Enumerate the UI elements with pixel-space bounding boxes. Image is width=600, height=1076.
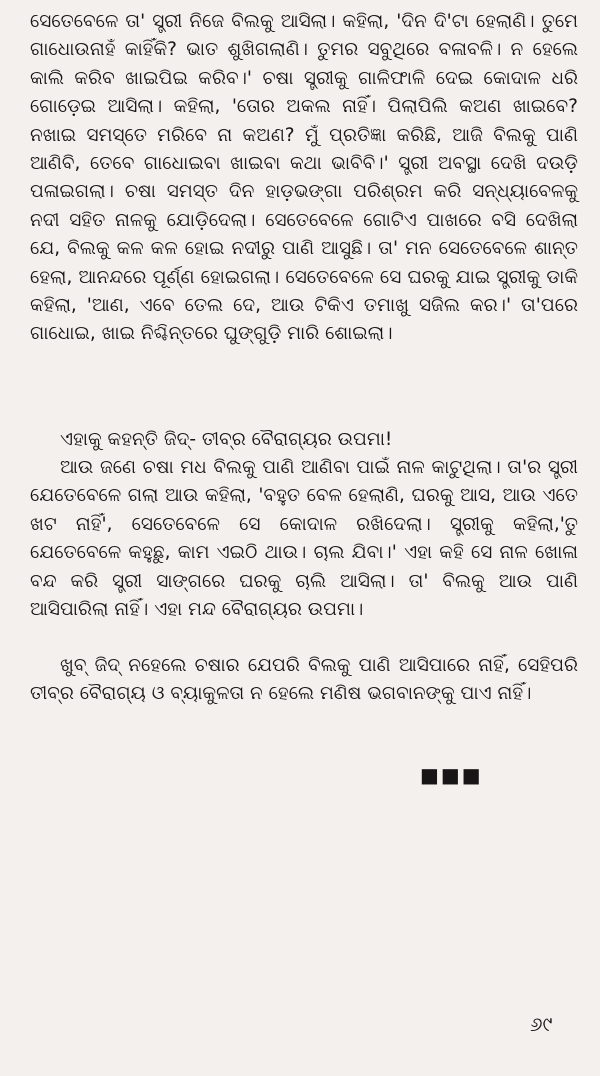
paragraph-1: ସେତେବେଳେ ତା' ସ୍ତ୍ରୀ ନିଜେ ବିଲକୁ ଆସିଲା। କହିଲା, 'ଦିନ ଦି'ଟା ହେଲାଣି। ତୁମେ ଗାଧୋଉନାହଁ କାହିଁକି? ଭାତ ଶୁଖିଗଲାଣି। ତୁମର ସବୁଥିରେ ବଳାବଳି। ନ ହେଲେ କାଲି କରିବ ଖାଇପିଇ କରିବ।' ଚଷା ସ୍ତ୍ରୀକୁ ଗାଳିଫାଳି ଦେଇ କୋଦାଳ ଧରି ଗୋଡ଼େଇ ଆସିଲା। କହିଲା, 'ତୋର ଅକଲ ନାହିଁ। ପିଲାପିଲି କଅଣ ଖାଇବେ? ନଖାଇ ସମସ୍ତେ ମରିବେ ନା କଅଣ? ମୁଁ ପ୍ରତିଜ୍ଞା କରିଛି, ଆଜି ବିଲକୁ ପାଣି ଆଣିବି, ତେବେ ଗାଧୋଇବା ଖାଇବା କଥା ଭାବିବି।' ସ୍ତ୍ରୀ ଅବସ୍ଥା ଦେଖି ଦଉଡ଼ି ପଳାଇଗଲା। ଚଷା ସମସ୍ତ ଦିନ ହାଡ଼ଭଙ୍ଗା ପରିଶ୍ରମ କରି ସନ୍ଧ୍ୟାବେଳକୁ ନଦୀ ସହିତ ନାଳକୁ ଯୋଡ଼ିଦେଲା। ସେତେବେଳେ ଗୋଟିଏ ପାଖରେ ବସି ଦେଖିଲା ଯେ, ବିଲକୁ କଳ କଳ ହୋଇ ନଦୀରୁ ପାଣି ଆସୁଛି। ତା' ମନ ସେତେବେଳେ ଶାନ୍ତ ହେଲା, ଆନନ୍ଦରେ ପୂର୍ଣ୍ଣ ହୋଇଗଲା। ସେତେବେଳେ ସେ ଘରକୁ ଯାଇ ସ୍ତ୍ରୀକୁ ଡାକି କହିଲା, 'ଆଣ, ଏବେ ତେଲ ଦେ, ଆଉ ଟିକିଏ ତମାଖୁ ସଜିଲ କର।' ତା'ପରେ ଗାଧୋଇ, ଖାଇ ନିଶ୍ଚିନ୍ତରେ ଘୁଙ୍ଗୁଡ଼ି ମାରି ଶୋଇଲା। xyxy=(30,11,578,345)
paragraph-4 xyxy=(30,652,578,709)
paragraph-2-heading: ଏହାକୁ କହନ୍ତି ଜିଦ୍- ତୀବ୍ର ବୈରାଗ୍ୟର ଉପମା! xyxy=(60,429,393,450)
paragraph-4-text: ଖୁବ୍ ଜିଦ୍ ନହେଲେ ଚଷାର ଯେପରି ବିଲକୁ ପାଣି ଆସିପାରେ ନାହିଁ, ସେହିପରି ତୀବ୍ର ବୈରାଗ୍ୟ ଓ ବ୍ୟାକୁଳତା ନ ହେଲେ ମଣିଷ ଭଗବାନଙ୍କୁ ପାଏ ନାହିଁ। xyxy=(30,655,578,705)
end-of-section-mark: ■■■ xyxy=(420,763,483,787)
paragraph-3-text: ଆଉ ଜଣେ ଚଷା ମଧ ବିଲକୁ ପାଣି ଆଣିବା ପାଇଁ ନାଳ କାଟୁଥିଲା। ତା'ର ସ୍ତ୍ରୀ ଯେତେବେଳେ ଗଲା ଆଉ କହିଲା, 'ବହୁତ ବେଳ ହେଲାଣି, ଘରକୁ ଆସ, ଆଉ ଏତେ ଖଟ ନାହିଁ', ସେତେବେଳେ ସେ କୋଦାଳ ରଖିଦେଲା। ସ୍ତ୍ରୀକୁ କହିଲା,'ତୁ ଯେତେବେଳେ କହୁଛୁ, କାମ ଏଇଠି ଥାଉ। ଚାଲ ଯିବା।' ଏହା କହି ସେ ନାଳ ଖୋଳା ବନ୍ଦ କରି ସ୍ତ୍ରୀ ସାଙ୍ଗରେ ଘରକୁ ଚାଲି ଆସିଲା। ତା' ବିଲକୁ ଆଉ ପାଣି ଆସିପାରିଲା ନାହିଁ। ଏହା ମନ୍ଦ ବୈରାଗ୍ୟର ଉପମା। xyxy=(30,457,578,621)
paragraph-3 xyxy=(30,454,578,624)
page-number: ୬୯ xyxy=(530,1012,553,1036)
